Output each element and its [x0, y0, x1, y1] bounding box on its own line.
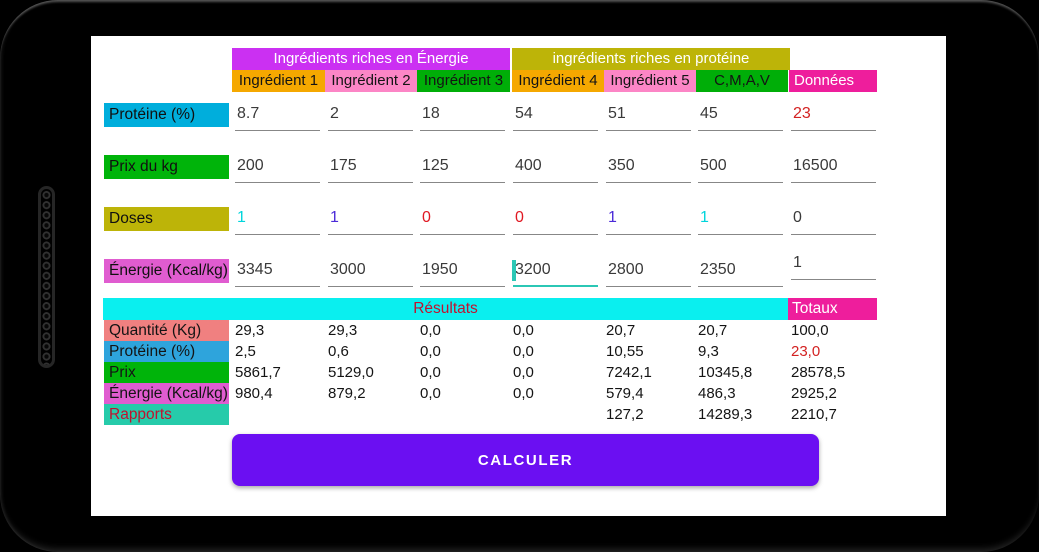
input-cell — [698, 102, 783, 131]
proteine-input-4[interactable] — [513, 102, 598, 131]
input-cell-focused — [513, 258, 598, 287]
result-label-rapports: Rapports — [104, 404, 229, 425]
prix-input-2[interactable] — [328, 154, 413, 183]
input-row-prix — [91, 154, 946, 186]
proteine-input-1[interactable] — [235, 102, 320, 131]
calculer-button[interactable]: CALCULER — [232, 434, 819, 486]
result-row-rapports — [91, 404, 946, 425]
result-label-energie: Énergie (Kcal/kg) — [104, 383, 229, 404]
input-cell — [328, 102, 413, 131]
input-cell — [606, 154, 691, 183]
input-cell — [698, 206, 783, 235]
doses-input-1[interactable] — [235, 206, 320, 235]
column-header-ingredient-3: Ingrédient 3 — [417, 70, 510, 92]
input-cell — [235, 258, 320, 287]
proteine-input-5[interactable] — [606, 102, 691, 131]
input-cell — [235, 154, 320, 183]
result-value: 14289,3 — [698, 406, 753, 423]
proteine-input-donnees[interactable] — [791, 102, 876, 131]
result-label-quantite: Quantité (Kg) — [104, 320, 229, 341]
prix-input-cmav[interactable] — [698, 154, 783, 183]
input-cell — [328, 258, 413, 287]
energie-input-3[interactable] — [420, 258, 505, 287]
input-cell — [420, 258, 505, 287]
result-value: 0,0 — [513, 364, 534, 381]
result-value: 0,0 — [513, 322, 534, 339]
prix-input-donnees[interactable] — [791, 154, 876, 183]
result-value: 980,4 — [235, 385, 273, 402]
doses-input-5[interactable] — [606, 206, 691, 235]
doses-input-4[interactable] — [513, 206, 598, 235]
result-row-energie — [91, 383, 946, 404]
row-label-doses: Doses — [104, 207, 229, 231]
result-value: 127,2 — [606, 406, 644, 423]
result-row-proteine — [91, 341, 946, 362]
energie-input-1[interactable] — [235, 258, 320, 287]
result-total: 23,0 — [791, 343, 821, 360]
result-value: 0,0 — [420, 385, 441, 402]
group-header-protein: ingrédients riches en protéine — [512, 48, 790, 70]
group-header-energy: Ingrédients riches en Énergie — [232, 48, 510, 70]
input-cell — [513, 154, 598, 183]
column-header-ingredient-1: Ingrédient 1 — [232, 70, 325, 92]
input-cell — [420, 206, 505, 235]
column-header-cmav: C,M,A,V — [696, 70, 788, 92]
doses-input-2[interactable] — [328, 206, 413, 235]
result-total: 2210,7 — [791, 406, 837, 423]
column-header-ingredient-2: Ingrédient 2 — [325, 70, 417, 92]
result-value: 10345,8 — [698, 364, 753, 381]
energie-input-4[interactable] — [513, 258, 598, 287]
result-value: 879,2 — [328, 385, 366, 402]
result-row-prix — [91, 362, 946, 383]
proteine-input-3[interactable] — [420, 102, 505, 131]
result-value: 0,0 — [420, 322, 441, 339]
result-value: 5861,7 — [235, 364, 281, 381]
result-value: 0,0 — [420, 364, 441, 381]
result-total: 28578,5 — [791, 364, 846, 381]
totals-header: Totaux — [788, 298, 877, 320]
column-header-donnees: Données — [789, 70, 877, 92]
input-cell — [606, 258, 691, 287]
input-cell — [513, 102, 598, 131]
result-value: 0,6 — [328, 343, 349, 360]
result-value: 0,0 — [513, 343, 534, 360]
result-value: 5129,0 — [328, 364, 374, 381]
result-label-proteine: Protéine (%) — [104, 341, 229, 362]
input-cell — [791, 206, 876, 235]
row-label-proteine: Protéine (%) — [104, 103, 229, 127]
text-cursor — [512, 260, 516, 281]
input-cell — [606, 102, 691, 131]
speaker-grille — [38, 186, 55, 368]
input-row-energie — [91, 258, 946, 290]
input-cell — [791, 251, 876, 280]
result-value: 10,55 — [606, 343, 644, 360]
input-cell — [420, 154, 505, 183]
result-total: 100,0 — [791, 322, 829, 339]
input-cell — [235, 206, 320, 235]
result-value: 2,5 — [235, 343, 256, 360]
result-value: 29,3 — [235, 322, 265, 339]
result-value: 486,3 — [698, 385, 736, 402]
input-cell — [235, 102, 320, 131]
energie-input-cmav[interactable] — [698, 258, 783, 287]
energie-input-2[interactable] — [328, 258, 413, 287]
result-total: 2925,2 — [791, 385, 837, 402]
input-row-doses — [91, 206, 946, 238]
input-cell — [698, 154, 783, 183]
result-row-quantite — [91, 320, 946, 341]
prix-input-1[interactable] — [235, 154, 320, 183]
app-screen — [91, 36, 946, 516]
result-value: 0,0 — [420, 343, 441, 360]
input-cell — [328, 154, 413, 183]
doses-input-3[interactable] — [420, 206, 505, 235]
result-value: 0,0 — [513, 385, 534, 402]
input-cell — [791, 102, 876, 131]
result-value: 20,7 — [606, 322, 636, 339]
result-value: 20,7 — [698, 322, 728, 339]
prix-input-4[interactable] — [513, 154, 598, 183]
input-cell — [698, 258, 783, 287]
input-cell — [328, 206, 413, 235]
input-cell — [420, 102, 505, 131]
row-label-prix: Prix du kg — [104, 155, 229, 179]
input-cell — [791, 154, 876, 183]
prix-input-5[interactable] — [606, 154, 691, 183]
input-row-proteine — [91, 102, 946, 134]
row-label-energie: Énergie (Kcal/kg) — [104, 259, 229, 283]
column-header-ingredient-4: Ingrédient 4 — [512, 70, 604, 92]
prix-input-3[interactable] — [420, 154, 505, 183]
doses-input-cmav[interactable] — [698, 206, 783, 235]
results-header: Résultats — [103, 298, 788, 320]
doses-input-donnees[interactable] — [791, 206, 876, 235]
column-header-ingredient-5: Ingrédient 5 — [604, 70, 696, 92]
result-value: 7242,1 — [606, 364, 652, 381]
result-label-prix: Prix — [104, 362, 229, 383]
proteine-input-2[interactable] — [328, 102, 413, 131]
energie-input-donnees[interactable] — [791, 251, 876, 280]
result-value: 9,3 — [698, 343, 719, 360]
result-value: 579,4 — [606, 385, 644, 402]
proteine-input-cmav[interactable] — [698, 102, 783, 131]
result-value: 29,3 — [328, 322, 358, 339]
input-cell — [513, 206, 598, 235]
input-cell — [606, 206, 691, 235]
energie-input-5[interactable] — [606, 258, 691, 287]
